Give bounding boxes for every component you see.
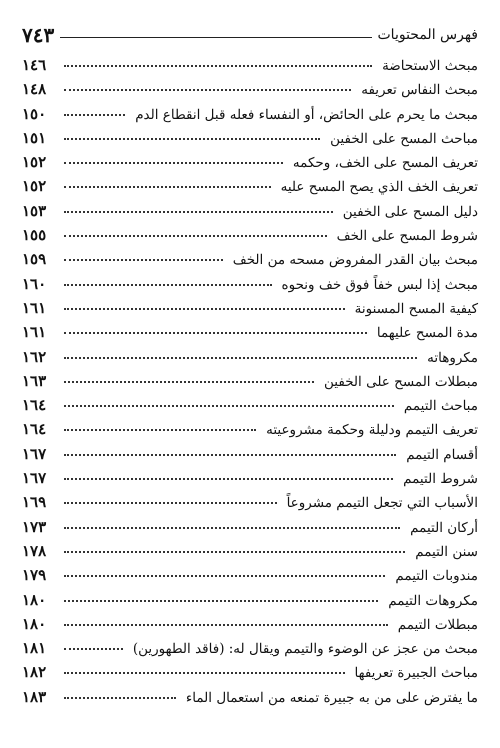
- toc-entry: [22, 639, 478, 663]
- dot-leader: [64, 308, 345, 310]
- toc-entry: [22, 202, 478, 226]
- header-page-number: ٧٤٣: [22, 23, 55, 47]
- toc-entry-title: مباحث التيمم: [403, 398, 478, 415]
- toc-entry-title: دليل المسح على الخفين: [342, 203, 478, 220]
- toc-entry-title: مبحث إذا لبس خفاً فوق خف ونحوه: [281, 276, 478, 293]
- toc-entry-title: مندوبات التيمم: [395, 568, 478, 585]
- toc-entry-page-number: ١٦٠: [22, 274, 47, 293]
- dot-leader: [64, 162, 283, 164]
- toc-entry-page-number: ١٨٣: [22, 687, 47, 706]
- toc-entry-page-number: ١٦١: [22, 298, 47, 317]
- toc-entry: [22, 80, 478, 104]
- toc-entry-page-number: ١٥٣: [22, 201, 47, 220]
- toc-entry: [22, 299, 478, 323]
- toc-list: [22, 56, 478, 712]
- toc-entry-page-number: ١٦٢: [22, 347, 47, 366]
- toc-entry-title: مكروهات التيمم: [388, 592, 478, 609]
- toc-entry: [22, 688, 478, 712]
- toc-entry-page-number: ١٦٧: [22, 444, 47, 463]
- toc-entry-page-number: ١٦١: [22, 323, 47, 342]
- toc-entry-page-number: ١٥٠: [22, 104, 47, 123]
- toc-entry: [22, 348, 478, 372]
- header-title: فهرس المحتويات: [377, 27, 478, 43]
- toc-entry: [22, 56, 478, 80]
- toc-entry-title: مبطلات المسح على الخفين: [324, 373, 478, 390]
- toc-entry-title: مبطلات التيمم: [397, 616, 478, 633]
- toc-entry: [22, 615, 478, 639]
- toc-entry-page-number: ١٦٤: [22, 420, 47, 439]
- dot-leader: [64, 600, 378, 602]
- toc-entry-title: مكروهاته: [427, 349, 478, 366]
- dot-leader: [64, 114, 125, 116]
- toc-entry-page-number: ١٤٨: [22, 80, 47, 99]
- toc-entry: [22, 396, 478, 420]
- dot-leader: [64, 89, 351, 91]
- toc-entry: [22, 663, 478, 687]
- toc-entry-title: سنن التيمم: [415, 543, 478, 560]
- toc-entry-page-number: ١٦٤: [22, 396, 47, 415]
- page-header: [22, 22, 478, 48]
- dot-leader: [64, 357, 417, 359]
- toc-entry: [22, 323, 478, 347]
- toc-entry-title: مبحث بيان القدر المفروض مسحه من الخف: [232, 252, 478, 269]
- toc-entry: [22, 518, 478, 542]
- toc-entry: [22, 566, 478, 590]
- toc-entry-page-number: ١٦٧: [22, 469, 47, 488]
- toc-entry: [22, 420, 478, 444]
- dot-leader: [64, 454, 396, 456]
- toc-entry-title: مبحث من عجز عن الوضوء والتيمم ويقال له: (فاقد الطهورين): [132, 641, 478, 658]
- toc-entry-page-number: ١٥١: [22, 128, 47, 147]
- dot-leader: [64, 284, 272, 286]
- dot-leader: [64, 697, 176, 699]
- toc-entry-page-number: ١٥٥: [22, 226, 47, 245]
- dot-leader: [64, 65, 372, 67]
- dot-leader: [64, 381, 314, 383]
- toc-entry-page-number: ١٦٩: [22, 493, 47, 512]
- toc-entry: [22, 226, 478, 250]
- toc-entry: [22, 493, 478, 517]
- toc-entry-title: مباحث المسح على الخفين: [330, 130, 478, 147]
- dot-leader: [64, 672, 345, 674]
- toc-entry: [22, 372, 478, 396]
- dot-leader: [64, 259, 223, 261]
- dot-leader: [64, 648, 123, 650]
- toc-entry-title: الأسباب التي تجعل التيمم مشروعاً: [286, 495, 478, 512]
- toc-entry-title: تعريف الخف الذي يصح المسح عليه: [280, 179, 478, 196]
- toc-entry-page-number: ١٤٦: [22, 56, 47, 74]
- dot-leader: [64, 551, 405, 553]
- toc-entry: [22, 129, 478, 153]
- dot-leader: [64, 429, 256, 431]
- toc-entry-page-number: ١٨١: [22, 639, 47, 658]
- toc-entry-title: تعريف التيمم ودليلة وحكمة مشروعيته: [266, 422, 478, 439]
- toc-entry: [22, 275, 478, 299]
- toc-entry-page-number: ١٥٩: [22, 250, 47, 269]
- dot-leader: [64, 235, 327, 237]
- toc-entry-page-number: ١٥٢: [22, 177, 47, 196]
- toc-entry: [22, 542, 478, 566]
- dot-leader: [64, 332, 367, 334]
- toc-entry-title: شروط التيمم: [403, 471, 478, 488]
- toc-entry: [22, 250, 478, 274]
- toc-entry-page-number: ١٨٢: [22, 663, 47, 682]
- dot-leader: [64, 211, 333, 213]
- toc-entry-title: مدة المسح عليهما: [376, 325, 478, 342]
- dot-leader: [64, 575, 385, 577]
- toc-entry-title: مبحث ما يحرم على الحائض، أو النفساء فعله قبل انقطاع الدم: [135, 106, 478, 123]
- toc-entry-page-number: ١٨٠: [22, 590, 47, 609]
- toc-entry: [22, 153, 478, 177]
- toc-entry: [22, 469, 478, 493]
- toc-entry: [22, 591, 478, 615]
- dot-leader: [64, 186, 271, 188]
- toc-entry-title: مباحث الجبيرة تعريفها: [354, 665, 478, 682]
- toc-entry-page-number: ١٨٠: [22, 614, 47, 633]
- toc-entry-page-number: ١٦٣: [22, 371, 47, 390]
- toc-entry-title: تعريف المسح على الخف، وحكمه: [292, 155, 478, 172]
- toc-entry-title: شروط المسح على الخف: [336, 228, 478, 245]
- toc-entry-title: ما يفترض على من به جبيرة تمنعه من استعمال الماء: [185, 689, 478, 706]
- dot-leader: [64, 527, 400, 529]
- dot-leader: [64, 502, 277, 504]
- header-rule: [60, 37, 371, 38]
- dot-leader: [64, 478, 393, 480]
- toc-entry: [22, 445, 478, 469]
- toc-entry-title: أقسام التيمم: [406, 446, 478, 463]
- toc-entry-page-number: ١٧٨: [22, 541, 47, 560]
- toc-entry-title: مبحث النفاس تعريفه: [361, 82, 478, 99]
- toc-entry-title: أركان التيمم: [410, 519, 478, 536]
- dot-leader: [64, 624, 388, 626]
- dot-leader: [64, 405, 394, 407]
- toc-entry: [22, 177, 478, 201]
- toc-entry-page-number: ١٧٣: [22, 517, 47, 536]
- toc-entry-page-number: ١٥٢: [22, 153, 47, 172]
- toc-entry-page-number: ١٧٩: [22, 566, 47, 585]
- dot-leader: [64, 138, 320, 140]
- toc-entry: [22, 105, 478, 129]
- toc-page: [22, 22, 478, 728]
- toc-entry-title: مبحث الاستحاضة: [382, 58, 478, 74]
- toc-entry-title: كيفية المسح المسنونة: [354, 300, 478, 317]
